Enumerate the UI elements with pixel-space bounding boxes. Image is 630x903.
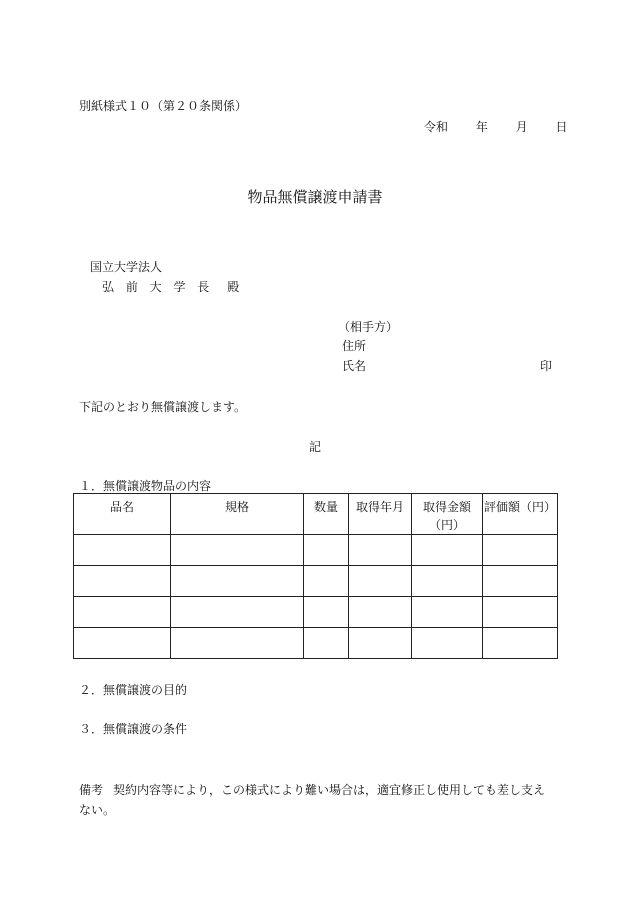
- table-header-row: [74, 494, 558, 535]
- col-header-acq-date: 取得年月: [349, 494, 412, 535]
- remarks-label: 備考: [79, 783, 104, 797]
- date-line: [424, 118, 578, 135]
- items-table: [73, 493, 558, 659]
- ki-heading: 記: [308, 440, 321, 454]
- remarks: [79, 780, 555, 820]
- col-header-valuation: 評価額（円）: [483, 494, 558, 535]
- table-cell: [304, 566, 349, 597]
- addressee-president: 弘 前 大 学 長: [102, 280, 214, 294]
- table-cell: [74, 566, 171, 597]
- table-cell: [412, 628, 483, 659]
- table-cell: [74, 628, 171, 659]
- date-era: 令和: [424, 120, 449, 134]
- table-cell: [412, 535, 483, 566]
- table-cell: [483, 535, 558, 566]
- table-row: [74, 597, 558, 628]
- seal-label: 印: [540, 359, 553, 373]
- col-header-acq-amount: 取得金額 （円）: [412, 494, 483, 535]
- remarks-text: 契約内容等により，この様式により難い場合は，適宜修正し使用しても差し支えない。: [79, 783, 546, 817]
- table-cell: [483, 597, 558, 628]
- document-title: 物品無償譲渡申請書: [247, 188, 383, 206]
- intro-text: 下記のとおり無償譲渡します。: [79, 400, 247, 414]
- name-label: 氏名: [342, 359, 367, 373]
- table-cell: [74, 597, 171, 628]
- date-year: 年: [475, 120, 488, 134]
- table-cell: [412, 597, 483, 628]
- section2-heading: ２．無償譲渡の目的: [79, 683, 188, 697]
- date-month: 月: [515, 120, 528, 134]
- addressee-honorific: 殿: [227, 280, 244, 294]
- col-header-name: 品名: [74, 494, 171, 535]
- table-cell: [171, 628, 304, 659]
- addressee-line: [102, 278, 243, 295]
- table-row: [74, 535, 558, 566]
- table-cell: [349, 597, 412, 628]
- addressee-organization: 国立大学法人: [90, 260, 163, 274]
- section3-heading: ３．無償譲渡の条件: [79, 722, 188, 736]
- table-cell: [171, 597, 304, 628]
- table-row: [74, 628, 558, 659]
- date-day: 日: [555, 120, 568, 134]
- table-cell: [171, 566, 304, 597]
- table-cell: [349, 628, 412, 659]
- col-header-quantity: 数量: [304, 494, 349, 535]
- table-cell: [304, 535, 349, 566]
- table-cell: [349, 566, 412, 597]
- col-header-spec: 規格: [171, 494, 304, 535]
- table-cell: [171, 535, 304, 566]
- table-row: [74, 566, 558, 597]
- table-cell: [483, 566, 558, 597]
- table-cell: [483, 628, 558, 659]
- table-cell: [304, 597, 349, 628]
- section1-heading: １．無償譲渡物品の内容: [79, 479, 212, 493]
- table-cell: [304, 628, 349, 659]
- table-cell: [412, 566, 483, 597]
- party-label: （相手方）: [338, 320, 399, 334]
- table-cell: [349, 535, 412, 566]
- form-number: 別紙様式１０（第２０条関係）: [79, 99, 248, 113]
- table-cell: [74, 535, 171, 566]
- address-label: 住所: [342, 339, 367, 353]
